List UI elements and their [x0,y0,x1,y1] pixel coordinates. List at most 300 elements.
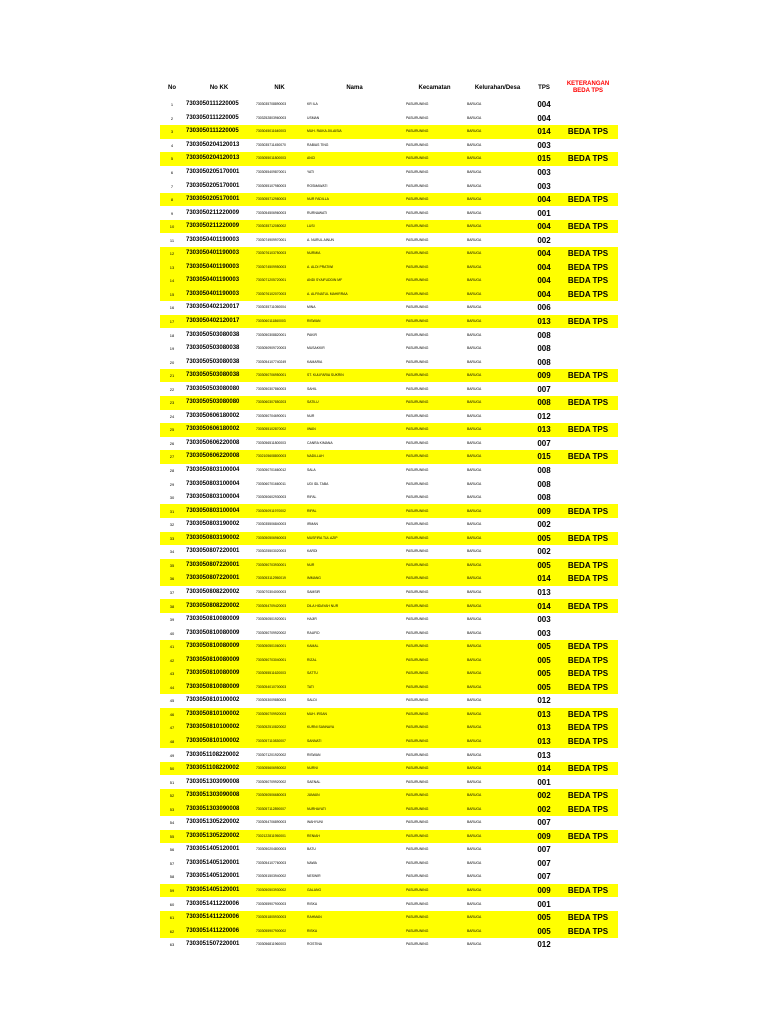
cell-no: 10 [160,220,184,234]
cell-no-kk: 7303050803100004 [186,494,240,501]
cell-tps: 008 [537,344,551,354]
cell-kelurahan-desa: BARUGA [467,305,482,310]
cell-tps: 003 [537,140,551,150]
cell-nik: 7303050204800003 [256,847,287,852]
cell-kecamatan: PASURUNING [404,640,465,654]
cell-tps: 004 [530,288,558,302]
cell-keterangan [558,938,618,952]
voter-table [160,78,618,951]
cell-kelurahan-desa: BARUGA [465,653,530,667]
cell-nama: ROSTINA [307,942,323,947]
cell-kelurahan-desa: BARUGA [465,220,530,234]
cell-no-kk: 7303051108220002 [184,762,254,776]
cell-nama: KAMAL [305,640,404,654]
cell-nama: NUR FADILLA [305,193,404,207]
cell-kecamatan: PASURUNING [406,102,429,107]
table-row [160,437,618,451]
cell-nama: BATU [307,847,316,852]
cell-kelurahan-desa: BARUGA [465,667,530,681]
cell-no: 17 [160,315,184,329]
cell-no-kk: 7303051405120001 [186,873,240,880]
cell-nama: A. ALDI PRATIWI [305,261,404,275]
cell-nik: 7303060701660011 [256,481,286,486]
cell-no: 13 [160,261,184,275]
cell-keterangan [558,491,618,505]
cell-no: 52 [160,789,184,803]
cell-kecamatan: PASURUNING [406,440,429,445]
cell-tps: 013 [530,735,558,749]
cell-kecamatan: PASURUNING [406,170,429,174]
cell-tps: 012 [537,940,551,950]
cell-no: 6 [170,170,174,175]
cell-keterangan [558,464,618,478]
cell-kecamatan: PASURUNING [404,667,465,681]
cell-nama: KURNI SANNAYA [305,721,404,735]
cell-nik: 7303056811960003 [256,942,286,947]
cell-keterangan [558,775,618,789]
cell-kecamatan: PASURUNING [406,820,429,825]
cell-keterangan [558,518,618,532]
cell-nama: NAWA [307,860,317,865]
table-row [160,870,618,884]
cell-kecamatan: PASURUNING [404,830,465,844]
cell-nik: 7303054107740249 [256,359,287,364]
table-row [160,681,618,695]
cell-nik: 7303055102870002 [254,423,305,437]
cell-kelurahan-desa: BARUGA [465,640,530,654]
cell-kecamatan: PASURUNING [406,210,429,215]
cell-nik: 7303076102070003 [254,288,305,302]
cell-keterangan [558,112,618,126]
cell-kelurahan-desa: BARUGA [467,630,482,635]
cell-nama: IRMAN [307,522,318,527]
cell-nik: 7303055907900003 [256,901,287,906]
cell-no-kk: 7303050401190003 [184,274,254,288]
cell-tps: 005 [530,924,558,938]
table-row [160,423,618,437]
cell-nama: NUR [305,559,404,573]
cell-keterangan [558,382,618,396]
cell-kecamatan: PASURUNING [406,346,429,351]
cell-tps: 002 [537,520,551,530]
cell-tps: 005 [530,667,558,681]
cell-kelurahan-desa: BARUGA [465,708,530,722]
cell-tps: 004 [530,193,558,207]
cell-no: 51 [169,779,175,785]
cell-nama: ANCI [305,152,404,166]
table-row [160,518,618,532]
cell-no-kk: 7303051507220001 [186,941,240,948]
cell-kelurahan-desa: BARUGA [467,142,482,147]
cell-kecamatan: PASURUNING [404,247,465,261]
cell-tps: 013 [530,721,558,735]
table-row [160,775,618,789]
cell-kelurahan-desa: BARUGA [465,396,530,410]
cell-kecamatan: PASURUNING [406,589,429,594]
cell-nama: RIFAL [307,495,317,500]
cell-no-kk: 7303051305220002 [184,830,254,844]
cell-tps: 008 [537,479,551,489]
cell-no: 25 [160,423,184,437]
cell-nik: 7303070304000003 [256,589,287,594]
cell-keterangan: BEDA TPS [558,423,618,437]
cell-tps: 013 [530,423,558,437]
cell-tps: 003 [537,181,551,191]
cell-keterangan: BEDA TPS [558,789,618,803]
cell-kecamatan: PASURUNING [404,762,465,776]
cell-keterangan [558,897,618,911]
cell-no-kk: 7303051405120001 [184,884,254,898]
voter-table-sheet [160,78,618,951]
cell-no-kk: 7303050808220002 [186,588,240,595]
cell-nik: 7303055907900002 [254,924,305,938]
cell-no: 28 [169,468,175,474]
cell-nama: CANRA KIMANA [307,440,333,445]
cell-nik: 7303054506960003 [256,210,287,215]
cell-nik: 7303071205720001 [254,274,305,288]
cell-tps: 007 [537,384,551,394]
cell-kelurahan-desa: BARUGA [467,210,482,215]
cell-kecamatan: PASURUNING [406,183,429,188]
cell-keterangan: BEDA TPS [558,193,618,207]
cell-kecamatan: PASURUNING [404,924,465,938]
cell-keterangan [558,857,618,871]
cell-no-kk: 7303051303090008 [184,802,254,816]
cell-no-kk: 7303050211220009 [184,220,254,234]
cell-keterangan: BEDA TPS [558,721,618,735]
cell-no: 37 [169,589,175,595]
cell-kelurahan-desa: BARUGA [467,102,482,107]
cell-nik: 7303050709920002 [256,630,287,635]
cell-no: 54 [169,820,175,826]
cell-tps: 007 [537,818,551,828]
cell-nama: SATILU [305,396,404,410]
cell-no-kk: 7303050810080009 [184,640,254,654]
cell-keterangan [558,166,618,180]
cell-no-kk: 7303050810080009 [186,629,240,636]
cell-no: 31 [160,504,184,518]
cell-tps: 014 [530,125,558,139]
cell-nama: MINA [307,305,316,310]
cell-no-kk: 7303051411220006 [184,911,254,925]
cell-tps: 009 [530,830,558,844]
cell-nik: 7303056511800003 [256,440,286,445]
cell-no: 46 [160,708,184,722]
cell-nama: GALANG [305,884,404,898]
cell-tps: 006 [537,303,551,313]
cell-kecamatan: PASURUNING [406,413,429,418]
cell-keterangan [558,870,618,884]
cell-tps: 005 [530,681,558,695]
cell-nama: MUSAKKIR [307,346,325,351]
cell-no-kk: 7303050205170001 [186,169,240,175]
cell-kecamatan: PASURUNING [404,220,465,234]
cell-no-kk: 7303050810100002 [186,697,240,704]
cell-kelurahan-desa: BARUGA [465,599,530,613]
cell-no: 62 [160,924,184,938]
cell-nama: IWAN [305,423,404,437]
cell-no-kk: 7303050503080080 [186,385,240,392]
cell-no-kk: 7303050401190003 [184,288,254,302]
cell-nama: RISWAN [307,752,321,757]
cell-kecamatan: PASURUNING [404,532,465,546]
cell-nama: SALA [307,468,316,473]
cell-no-kk: 7303050606180002 [186,412,240,419]
cell-nik: 7303050709920002 [256,779,287,784]
cell-tps: 014 [530,572,558,586]
cell-nama: IMMANG [305,572,404,586]
table-row [160,816,618,830]
cell-nama: NESWIR [307,874,321,879]
cell-kecamatan: PASURUNING [406,495,429,500]
cell-no-kk: 7303051411220006 [186,900,240,907]
cell-no-kk: 7303050807220001 [184,559,254,573]
cell-no-kk: 7303050503080080 [184,396,254,410]
header-nik: NIK [274,84,285,91]
cell-keterangan [558,139,618,153]
cell-nik: 7302122811950001 [254,830,305,844]
table-header-row [160,78,618,98]
cell-kelurahan-desa: BARUGA [467,346,482,351]
table-row [160,735,618,749]
table-row [160,924,618,938]
cell-keterangan: BEDA TPS [558,559,618,573]
cell-keterangan: BEDA TPS [558,911,618,925]
cell-keterangan [558,98,618,112]
cell-tps: 003 [537,168,551,177]
cell-keterangan: BEDA TPS [558,667,618,681]
cell-no: 14 [160,274,184,288]
cell-no-kk: 7303051305220002 [186,819,240,826]
cell-kelurahan-desa: BARUGA [467,440,482,445]
cell-kelurahan-desa: BARUGA [467,942,482,947]
cell-tps: 002 [530,789,558,803]
table-row [160,843,618,857]
cell-keterangan [558,301,618,315]
cell-nama: RISKA [307,901,318,906]
cell-kecamatan: PASURUNING [404,274,465,288]
table-row [160,193,618,207]
cell-kelurahan-desa: BARUGA [465,721,530,735]
cell-tps: 004 [537,100,551,110]
cell-keterangan [558,586,618,600]
cell-keterangan: BEDA TPS [558,274,618,288]
table-row [160,762,618,776]
table-row [160,288,618,302]
header-no-kk: No KK [209,84,229,91]
cell-no: 19 [169,346,175,352]
cell-no: 41 [160,640,184,654]
cell-keterangan: BEDA TPS [558,247,618,261]
cell-nama: SAMSIR [307,589,320,594]
table-row [160,545,618,559]
cell-keterangan: BEDA TPS [558,830,618,844]
header-nama: Nama [346,84,363,91]
cell-kecamatan: PASURUNING [404,315,465,329]
cell-no-kk: 7303050402120017 [186,304,240,311]
cell-kelurahan-desa: BARUGA [467,183,482,188]
header-keterangan-beda-tps: KETERANGAN BEDA TPS [566,81,610,94]
cell-no: 53 [160,802,184,816]
cell-no-kk: 7303050810100002 [184,735,254,749]
cell-kecamatan: PASURUNING [406,860,429,865]
cell-kecamatan: PASURUNING [404,261,465,275]
table-row [160,355,618,369]
cell-kelurahan-desa: BARUGA [465,315,530,329]
cell-tps: 009 [530,884,558,898]
cell-tps: 008 [537,466,551,476]
table-row [160,559,618,573]
cell-kelurahan-desa: BARUGA [465,288,530,302]
cell-no-kk: 7303050810080009 [184,653,254,667]
cell-no-kk: 7303050606180002 [184,423,254,437]
cell-nik: 7303050703930001 [254,559,305,573]
cell-keterangan [558,545,618,559]
cell-no-kk: 7303051108220002 [186,751,240,758]
table-row [160,857,618,871]
cell-kelurahan-desa: BARUGA [465,789,530,803]
cell-nama: ROSMAWATI [307,183,328,188]
cell-keterangan: BEDA TPS [558,708,618,722]
cell-no: 42 [160,653,184,667]
cell-no-kk: 7303050803100004 [184,504,254,518]
cell-kelurahan-desa: BARUGA [467,115,482,120]
cell-no: 18 [169,332,175,338]
cell-nama: SAENAL [307,779,321,784]
cell-kecamatan: PASURUNING [404,423,465,437]
cell-kelurahan-desa: BARUGA [465,884,530,898]
table-row [160,166,618,180]
cell-kelurahan-desa: BARUGA [467,237,482,242]
cell-nama: NURNI [305,762,404,776]
cell-keterangan: BEDA TPS [558,261,618,275]
cell-keterangan [558,179,618,193]
cell-tps: 013 [537,750,551,760]
cell-nama: KAMARIA [307,359,323,364]
table-row [160,586,618,600]
table-row [160,491,618,505]
table-row [160,599,618,613]
cell-tps: 007 [537,845,551,855]
cell-kelurahan-desa: BARUGA [467,698,482,703]
cell-nama: USMAN [307,115,320,120]
cell-no-kk: 7303050111220005 [184,125,254,139]
table-row [160,911,618,925]
cell-nik: 7303050602930003 [256,495,287,500]
cell-kelurahan-desa: BARUGA [465,735,530,749]
cell-kecamatan: PASURUNING [406,359,429,364]
cell-no-kk: 7303050810100002 [184,721,254,735]
cell-nik: 7303050911970002 [254,504,305,518]
cell-kecamatan: PASURUNING [406,617,429,622]
cell-kelurahan-desa: BARUGA [467,332,482,337]
cell-nama: ANDI SYAIFUDDIN MF [305,274,404,288]
cell-tps: 014 [530,599,558,613]
cell-nama: A. ALFINATUL MAHIRRAA [305,288,404,302]
cell-keterangan [558,694,618,708]
cell-no: 29 [169,481,175,487]
cell-nama: NURHAYATI [305,802,404,816]
cell-nik: 7303050506960003 [254,532,305,546]
cell-kelurahan-desa: BARUGA [465,423,530,437]
cell-kelurahan-desa: BARUGA [467,495,482,500]
cell-tps: 009 [530,504,558,518]
cell-tps: 005 [530,532,558,546]
cell-kecamatan: PASURUNING [404,504,465,518]
cell-keterangan: BEDA TPS [558,504,618,518]
cell-kecamatan: PASURUNING [404,125,465,139]
table-row [160,125,618,139]
cell-tps: 013 [530,315,558,329]
cell-tps: 008 [530,396,558,410]
table-row [160,139,618,153]
cell-keterangan [558,613,618,627]
cell-kecamatan: PASURUNING [404,288,465,302]
cell-keterangan: BEDA TPS [558,450,618,464]
cell-keterangan: BEDA TPS [558,125,618,139]
cell-tps: 007 [537,872,551,882]
table-row [160,721,618,735]
cell-no: 7 [170,183,174,189]
table-row [160,179,618,193]
cell-tps: 004 [530,274,558,288]
cell-tps: 012 [537,696,551,706]
cell-no-kk: 7303050808220002 [184,599,254,613]
cell-kelurahan-desa: BARUGA [467,589,482,594]
cell-nik: 7303050704690001 [256,413,287,418]
cell-nik: 7303050706950001 [254,369,305,383]
cell-keterangan [558,342,618,356]
cell-nik: 7303035712080002 [254,220,305,234]
table-row [160,640,618,654]
cell-kelurahan-desa: BARUGA [465,504,530,518]
cell-keterangan [558,206,618,220]
cell-nama: MUSFIRA TUL AZIP [305,532,404,546]
cell-tps: 005 [530,911,558,925]
table-row [160,247,618,261]
cell-kelurahan-desa: BARUGA [467,617,482,622]
cell-kecamatan: PASURUNING [406,874,429,879]
header-tps: TPS [538,84,550,91]
cell-no: 61 [160,911,184,925]
cell-no-kk: 7303050807220001 [184,572,254,586]
table-row [160,220,618,234]
cell-nik: 7303035711450070 [256,142,286,147]
cell-kecamatan: PASURUNING [406,522,429,527]
cell-no: 11 [169,237,175,243]
cell-nama: SAHIL [307,386,317,391]
cell-kecamatan: PASURUNING [404,653,465,667]
cell-no: 57 [169,860,175,866]
cell-nik: 7303050909720003 [256,346,287,351]
cell-tps: 015 [530,152,558,166]
cell-kelurahan-desa: BARUGA [467,752,482,757]
cell-keterangan [558,328,618,342]
table-row [160,206,618,220]
cell-kelurahan-desa: BARUGA [467,522,482,527]
table-row [160,152,618,166]
table-row [160,382,618,396]
cell-nama: MUH. RAIKA JIILAISIA [305,125,404,139]
table-row [160,802,618,816]
cell-no-kk: 7303051303090008 [184,789,254,803]
cell-kecamatan: PASURUNING [406,847,429,852]
table-row [160,328,618,342]
cell-tps: 003 [537,628,551,638]
cell-tps: 013 [530,708,558,722]
cell-no-kk: 7303050503080038 [184,369,254,383]
cell-keterangan: BEDA TPS [558,884,618,898]
